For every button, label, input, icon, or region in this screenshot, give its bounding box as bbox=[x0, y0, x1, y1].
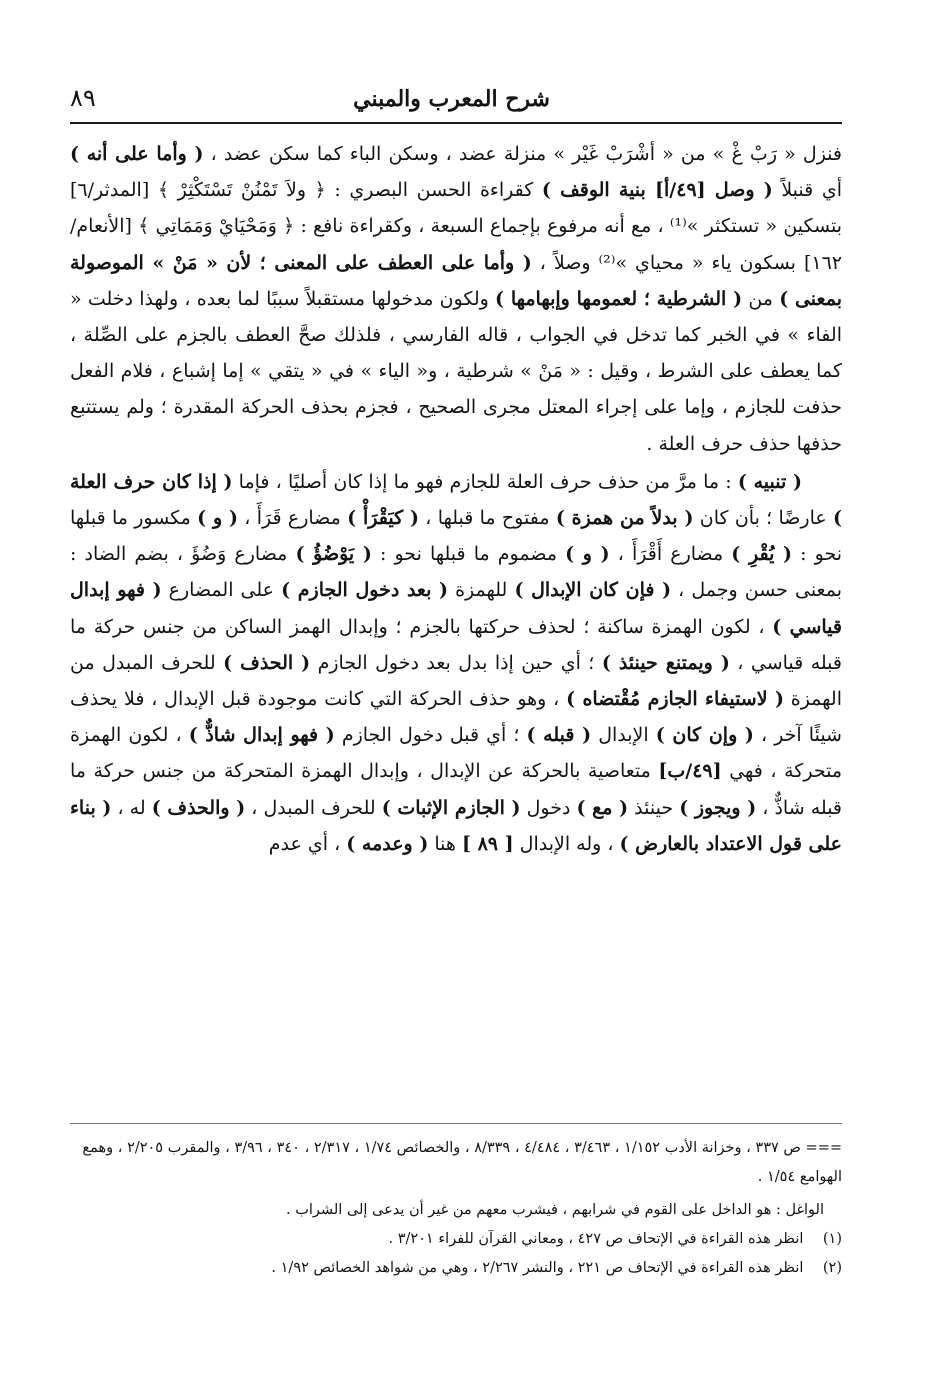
footnotes bbox=[70, 1134, 842, 1283]
bold-term: ( مع ) bbox=[576, 796, 629, 819]
text-run: مفتوح ما قبلها ، bbox=[418, 507, 556, 530]
text-run: له ، bbox=[111, 796, 152, 819]
bold-term: ( كيَقْرَأْ ) bbox=[347, 507, 419, 530]
text-run: مكسور ما قبلها نحو : bbox=[70, 507, 843, 566]
bold-term: ( فهو إبدال قياسي ) bbox=[70, 579, 842, 638]
bold-term: ( إذا كان حرف العلة ) bbox=[70, 470, 842, 530]
bold-term: ( فهو إبدال شاذٌّ ) bbox=[188, 724, 335, 747]
bold-term: ( وأما على أنه ) bbox=[70, 143, 204, 165]
bold-term: ( ويمتنع حينئذ ) bbox=[601, 651, 730, 674]
text-run: مضارع قَرَأَ ، bbox=[238, 507, 348, 530]
footnote-text: انظر هذه القراءة في الإتحاف ص ٢٢١ ، والنشر ٢/٢٦٧ ، وهي من شواهد الخصائص ١/٩٢ . bbox=[271, 1260, 804, 1276]
text-run: مضارع وَضُؤَ ، بضم الضاد : بمعنى حسن وجمل ، bbox=[70, 543, 842, 602]
footnote-number: (١) bbox=[822, 1231, 842, 1247]
footnote-gloss: الواغل : هو الداخل على القوم في شرابهم ، فيشرب معهم من غير أن يدعى إلى الشراب . bbox=[286, 1202, 824, 1218]
text-run: للهمزة bbox=[448, 579, 515, 602]
bold-term: ( و ) bbox=[565, 543, 610, 566]
text-run: ، لكون الهمزة متحركة ، فهي bbox=[70, 724, 842, 783]
footnote-continuation: === ص ٣٣٧ ، وخزانة الأدب ١/١٥٢ ، ٣/٤٦٣ ، ٤/٤٨٤ ، ٨/٣٣٩ ، والخصائص ١/٧٤ ، ٢/٣١٧ ، ٣٤٠ ، ٣/٩٦ ، والمقرب ٢/٢٠٥ ، وهمع الهوامع ١/٥٤ . bbox=[82, 1140, 842, 1185]
bold-term: ( وعدمه ) bbox=[346, 832, 429, 855]
text-run: للحرف المبدل من الهمزة bbox=[70, 651, 842, 711]
bold-term: ( يَوْضُؤُ ) bbox=[295, 543, 372, 566]
text-run: ، وهو حذف الحركة التي كانت موجودة قبل الإبدال ، فلا يحذف شيئًا آخر ، bbox=[70, 688, 842, 747]
bold-term: ( والحذف ) bbox=[151, 796, 246, 819]
footnote-2 bbox=[70, 1254, 842, 1283]
text-run: دخول bbox=[520, 796, 577, 819]
text-run: هنا bbox=[428, 832, 462, 855]
text-run: ؛ أي حين إذا بدل بعد دخول الجازم bbox=[310, 651, 602, 674]
footnote-number: (٢) bbox=[822, 1260, 842, 1276]
bold-term: ( بعد دخول الجازم ) bbox=[281, 579, 449, 602]
text-run: حينئذ bbox=[628, 796, 680, 819]
text-run: من bbox=[742, 287, 780, 310]
bold-term: ( الشرطية ؛ لعمومها وإبهامها ) bbox=[495, 287, 743, 310]
running-title: شرح المعرب والمبني bbox=[353, 86, 550, 112]
text-run: عارضًا ؛ بأن كان bbox=[693, 507, 833, 530]
bold-term: ( بدلاً من همزة ) bbox=[555, 507, 694, 530]
text-run: ، لكون الهمزة ساكنة ؛ لحذف حركتها بالجزم ؛ وإبدال الهمز الساكن من جنس حركة ما قبله قياسي ، bbox=[70, 615, 843, 674]
footnote-text: انظر هذه القراءة في الإتحاف ص ٤٢٧ ، ومعاني القرآن للفراء ٣/٢٠١ . bbox=[388, 1231, 804, 1247]
page-header bbox=[70, 84, 842, 124]
bold-term: ( و ) bbox=[197, 507, 238, 530]
bold-term: ( ويجوز ) bbox=[679, 796, 757, 819]
text-run: مضموم ما قبلها نحو : bbox=[371, 543, 566, 566]
text-run: للحرف المبدل ، bbox=[245, 796, 382, 819]
bold-term: ( فإن كان الإبدال ) bbox=[514, 579, 672, 602]
text-run: الإبدال bbox=[591, 724, 656, 747]
text-run: على المضارع bbox=[161, 579, 282, 602]
bold-term: ( وإن كان ) bbox=[655, 724, 754, 747]
bold-term: ( لاستيفاء الجازم مُقْتضاه ) bbox=[566, 688, 784, 711]
text-run: ؛ أي قبل دخول الجازم bbox=[334, 724, 527, 747]
bold-term: ( يُقْرِ ) bbox=[731, 543, 793, 566]
bold-term: ( وأما على العطف على المعنى ؛ لأن « مَنْ » الموصولة بمعنى ) bbox=[70, 251, 842, 310]
text-run: مضارع أَقْرَأَ ، bbox=[609, 543, 732, 566]
bold-term: ( قبله ) bbox=[526, 724, 592, 747]
bold-term: ( بناء على قول الاعتداد بالعارض ) bbox=[70, 796, 842, 855]
bold-term: ( تنبيه ) bbox=[737, 470, 803, 493]
text-run: ، أي عدم bbox=[268, 832, 347, 855]
page-number: ٨٩ bbox=[70, 84, 96, 112]
bold-term: ( وصل [٤٩/أ] بنية الوقف ) bbox=[541, 179, 773, 202]
text-run: ، وله الإبدال bbox=[513, 832, 620, 855]
text-run: فنزل « رَبْ غْ » من « أشْرَبْ غَيْر » منزلة عضد ، وسكن الباء كما سكن عضد ، bbox=[203, 143, 843, 165]
text-run: كقراءة الحسن البصري : ﴿ ولاَ تَمْنُنْ تَسْتَكْثِرْ ﴾ [المدثر/٦] بتسكين « تستكثر »⁽¹⁾ ، مع أنه مرفوع بإجماع السبعة ، وكقراءة نافع : ﴿ وَمَحْيَايْ وَمَمَاتِي ﴾ [الأنعام/١٦٢] بسكون ياء « محياي »⁽²⁾ وصلاً ، bbox=[70, 179, 842, 274]
paragraph-1 bbox=[70, 136, 842, 462]
footnote-separator bbox=[70, 1123, 842, 1124]
footnote-1 bbox=[70, 1225, 842, 1254]
text-run: متعاصية بالحركة عن الإبدال ، وإبدال الهمزة المتحركة من جنس حركة ما قبله شاذٌّ ، bbox=[70, 760, 843, 819]
folio-marker: [٤٩/ب] bbox=[658, 760, 722, 783]
text-run: ولكون مدخولها مستقبلاً سببًا لما بعده ، ولهذا دخلت « الفاء » في الخبر كما تدخل في الجواب ، قاله الفارسي ، فلذلك صحَّ العطف بالجزم على الصِّلة ، كما يعطف على الشرط ، وقيل : « مَنْ » شرطية ، و« الياء » في « يتقي » إما إشباع ، فلام الفعل حذفت للجازم ، وإما على إجراء المعتل مجرى الصحيح ، فجزم بحذف الحركة المقدرة ؛ ولم يستتبع حذفها حذف حرف العلة . bbox=[70, 287, 842, 455]
paragraph-2 bbox=[70, 464, 842, 862]
bold-term: ( الحذف ) bbox=[223, 651, 311, 674]
text-run: أي قنبلاً bbox=[772, 179, 842, 202]
folio-marker: [ ٨٩ ] bbox=[461, 832, 514, 855]
bold-term: ( الجازم الإثبات ) bbox=[381, 796, 521, 819]
text-run: : ما مرَّ من حذف حرف العلة للجازم فهو ما إذا كان أصليًا ، فإما bbox=[232, 470, 738, 493]
main-text bbox=[70, 136, 842, 862]
